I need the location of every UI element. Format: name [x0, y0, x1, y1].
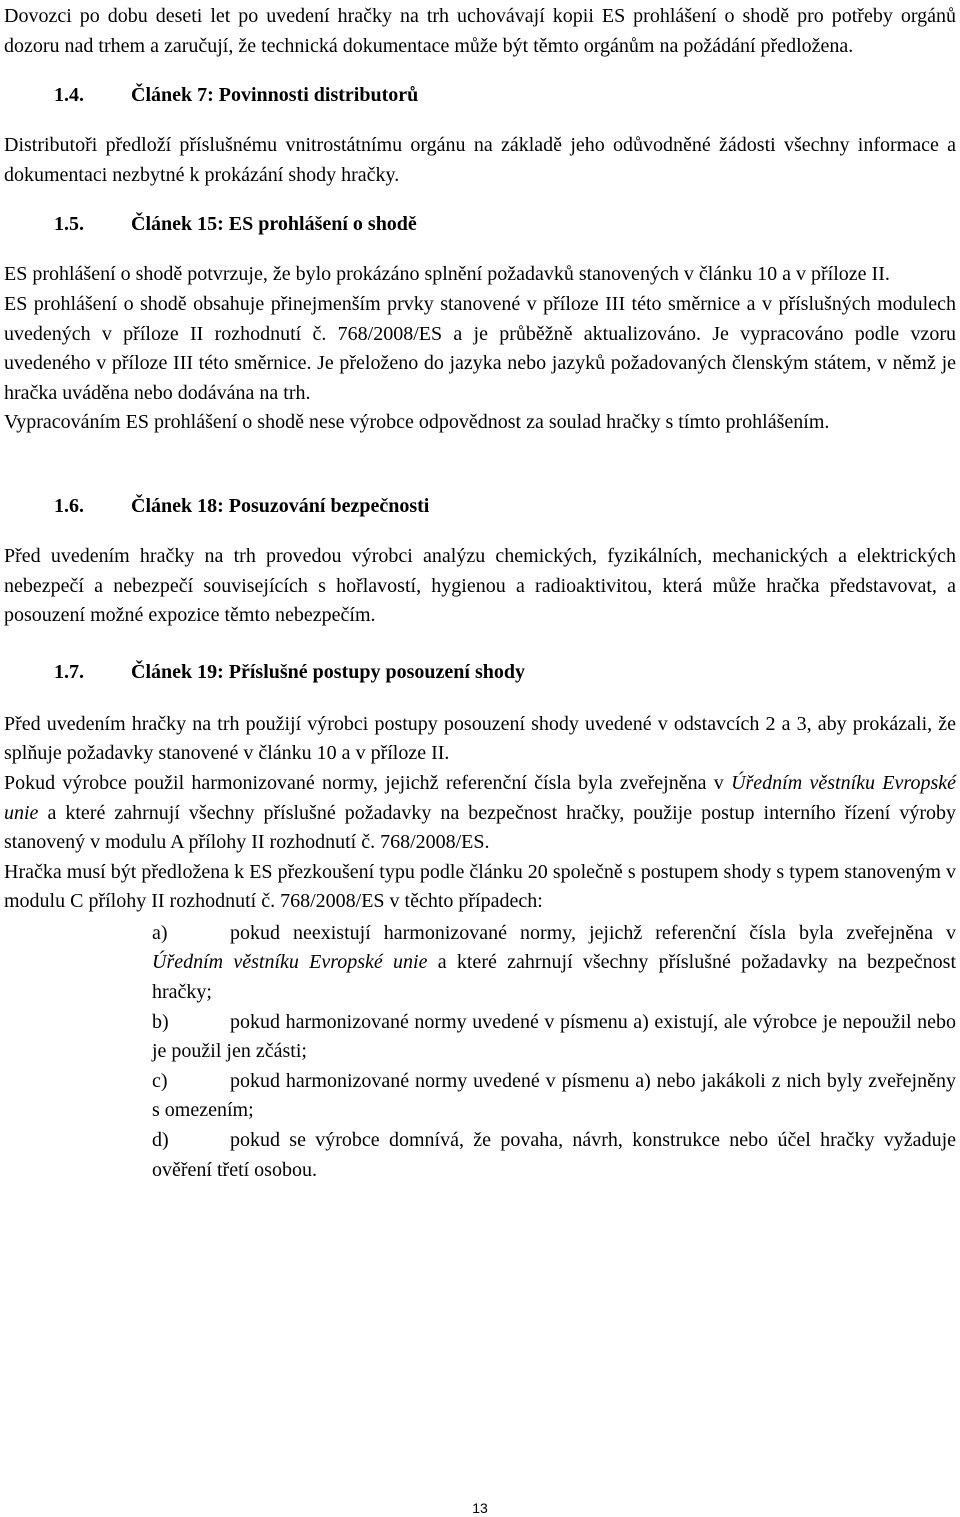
- section-number: 1.7.: [54, 660, 84, 683]
- paragraph-text: a které zahrnují všechny příslušné požadavky na bezpečnost hračky, použije postup interního řízení výroby stanovený v modulu A přílohy II rozhodnutí č. 768/2008/ES.: [4, 801, 956, 854]
- document-page: [4, 2, 956, 1185]
- list-item: [152, 1067, 956, 1126]
- section-1-5-paragraph-3: Vypracováním ES prohlášení o shodě nese výrobce odpovědnost za soulad hračky s tímto prohlášením.: [4, 411, 830, 434]
- page-number: 13: [472, 1500, 488, 1516]
- section-title: Článek 19: Příslušné postupy posouzení shody: [131, 660, 525, 683]
- list-item-text: [152, 919, 956, 1008]
- paragraph-text: Pokud výrobce použil harmonizované normy, jejichž referenční čísla byla zveřejněna v: [4, 771, 732, 794]
- intro-paragraph: Dovozci po dobu deseti let po uvedení hračky na trh uchovávají kopii ES prohlášení o shodě pro potřeby orgánů dozoru nad trhem a zaručují, že technická dokumentace může být těmto orgánům na požádání předložena.: [4, 5, 956, 57]
- section-1-5-paragraph-1: ES prohlášení o shodě potvrzuje, že bylo prokázáno splnění požadavků stanovených v článku 10 a v příloze II.: [4, 263, 890, 286]
- section-number: 1.4.: [54, 84, 84, 107]
- section-title: Článek 7: Povinnosti distributorů: [131, 84, 419, 107]
- list-item-text-part: pokud neexistují harmonizované normy, jejichž referenční čísla byla zveřejněna v: [230, 921, 956, 944]
- cases-list: [152, 919, 956, 1185]
- list-item: [152, 1126, 956, 1185]
- list-item: [152, 1008, 956, 1067]
- list-item-text: pokud harmonizované normy uvedené v písmenu a) nebo jakákoli z nich byly zveřejněny s omezením;: [152, 1069, 956, 1122]
- section-number: 1.5.: [54, 213, 84, 236]
- list-item-letter: c): [152, 1069, 168, 1092]
- list-item-letter: b): [152, 1010, 169, 1033]
- section-heading-1-5: [4, 210, 956, 240]
- list-item: [152, 919, 956, 1008]
- section-1-7-paragraph-1: Před uvedením hračky na trh použijí výrobci postupy posouzení shody uvedené v odstavcích 2 a 3, aby prokázali, že splňuje požadavky stanovené v článku 10 a v příloze II.: [4, 712, 956, 765]
- section-title: Článek 18: Posuzování bezpečnosti: [131, 494, 430, 517]
- list-item-text: pokud harmonizované normy uvedené v písmenu a) existují, ale výrobce je nepoužil nebo je použil jen zčásti;: [152, 1010, 956, 1063]
- section-1-7-paragraph-2: [4, 769, 956, 858]
- section-heading-1-4: [4, 81, 956, 111]
- section-1-5-paragraph-2: ES prohlášení o shodě obsahuje přinejmenším prvky stanovené v příloze III této směrnice a v příslušných modulech uvedených v příloze II rozhodnutí č. 768/2008/ES a je průběžně aktualizováno. Je vypracováno podle vzoru uvedeného v příloze III této směrnice. Je přeloženo do jazyka nebo jazyků požadovaných členským státem, v němž je hračka uváděna nebo dodávána na trh.: [4, 292, 956, 404]
- list-item-letter: a): [152, 921, 168, 944]
- list-item-text-part: a které zahrnují všechny příslušné požadavky na bezpečnost hračky;: [152, 951, 956, 1004]
- list-item-letter: d): [152, 1129, 169, 1152]
- section-number: 1.6.: [54, 494, 84, 517]
- section-1-4-paragraph: Distributoři předloží příslušnému vnitrostátnímu orgánu na základě jeho odůvodněné žádosti všechny informace a dokumentaci nezbytné k prokázání shody hračky.: [4, 134, 956, 186]
- section-heading-1-7: [4, 658, 956, 688]
- section-title: Článek 15: ES prohlášení o shodě: [131, 213, 417, 236]
- section-1-7-paragraph-3: Hračka musí být předložena k ES přezkoušení typu podle článku 20 společně s postupem shody s typem stanoveným v modulu C přílohy II rozhodnutí č. 768/2008/ES v těchto případech:: [4, 860, 956, 913]
- journal-title: Úředním věstníku Evropské unie: [152, 951, 428, 974]
- list-item-text: pokud se výrobce domnívá, že povaha, návrh, konstrukce nebo účel hračky vyžaduje ověření třetí osobou.: [152, 1129, 956, 1181]
- section-1-6-paragraph: Před uvedením hračky na trh provedou výrobci analýzu chemických, fyzikálních, mechanických a elektrických nebezpečí a nebezpečí souvisejících s hořlavostí, hygienou a radioaktivitou, která může hračka představovat, a posouzení možné expozice těmto nebezpečím.: [4, 544, 956, 627]
- section-heading-1-6: [4, 492, 956, 522]
- journal-title: Úředním věstníku Evropské unie: [4, 771, 956, 824]
